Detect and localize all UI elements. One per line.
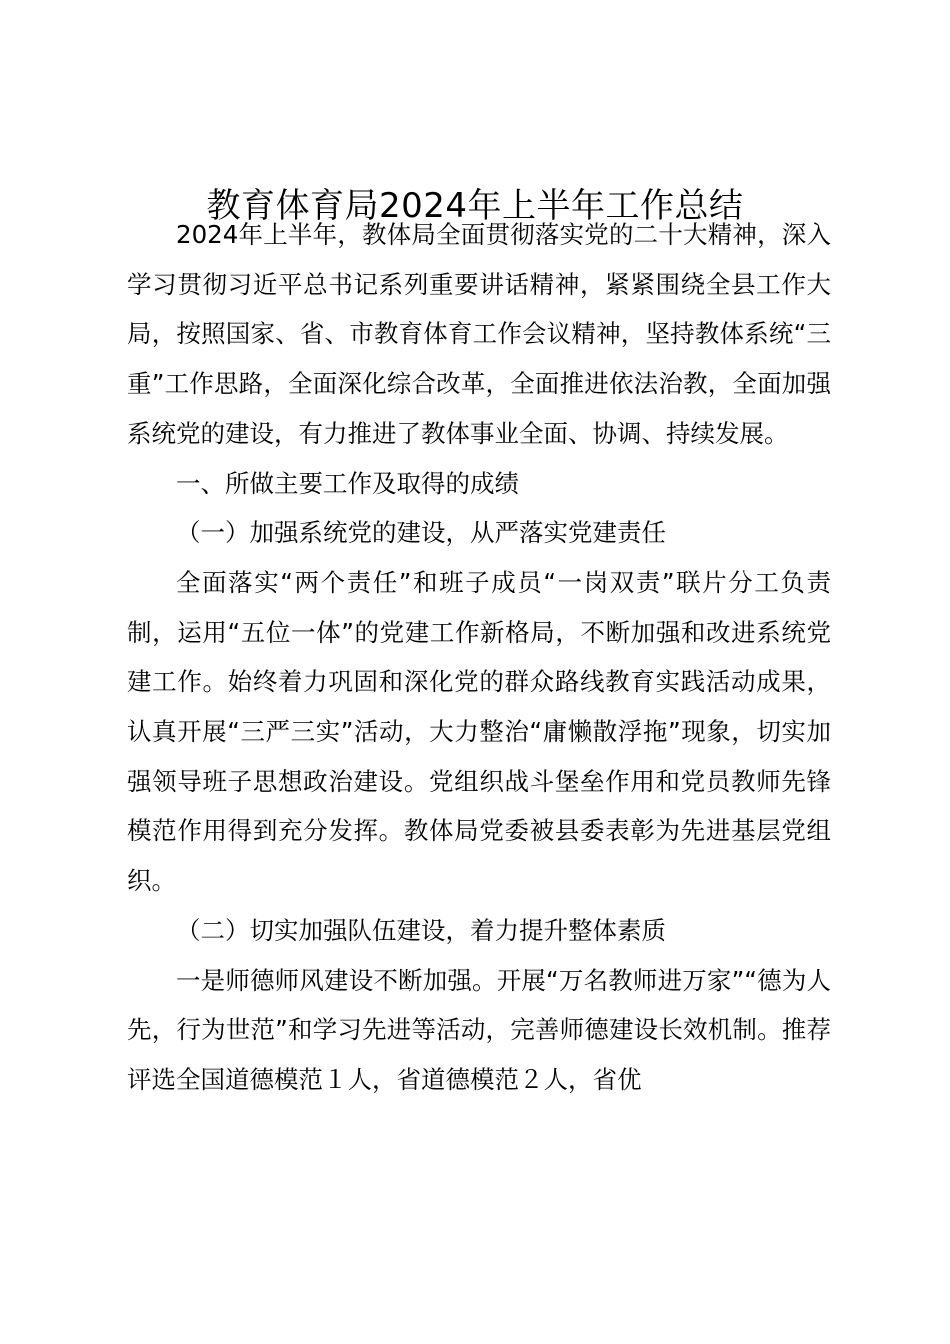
subsection-heading-1: （一）加强系统党的建设，从严落实党建责任 xyxy=(176,518,666,548)
intro-paragraph: 2024年上半年，教体局全面贯彻落实党的二十大精神，深入学习贯彻习近平总书记系列重要讲话精神，紧紧围绕全县工作大局，按照国家、省、市教育体育工作会议精神，坚持教体系统“三重”工作思路，全面深化综合改革，全面推进依法治教，全面加强系统党的建设，有力推进了教体事业全面、协调、持续发展。 xyxy=(127,220,831,448)
party-building-paragraph: 全面落实“两个责任”和班子成员“一岗双责”联片分工负责制，运用“五位一体”的党建工作新格局，不断加强和改进系统党建工作。始终着力巩固和深化党的群众路线教育实践活动成果，认真开展“三严三实”活动，大力整治“庸懒散浮拖”现象，切实加强领导班子思想政治建设。党组织战斗堡垒作用和党员教师先锋模范作用得到充分发挥。教体局党委被县委表彰为先进基层党组织。 xyxy=(127,567,831,896)
section-heading: 一、所做主要工作及取得的成绩 xyxy=(176,468,519,498)
teacher-ethics-paragraph: 一是师德师风建设不断加强。开展“万名教师进万家”“德为人先，行为世范”和学习先进等活动，完善师德建设长效机制。推荐评选全国道德模范１人，省道德模范２人，省优 xyxy=(127,965,831,1094)
subsection-heading-2: （二）切实加强队伍建设，着力提升整体素质 xyxy=(176,915,666,945)
document-body xyxy=(127,210,831,1105)
document-title: 教育体育局2024年上半年工作总结 xyxy=(206,186,744,226)
